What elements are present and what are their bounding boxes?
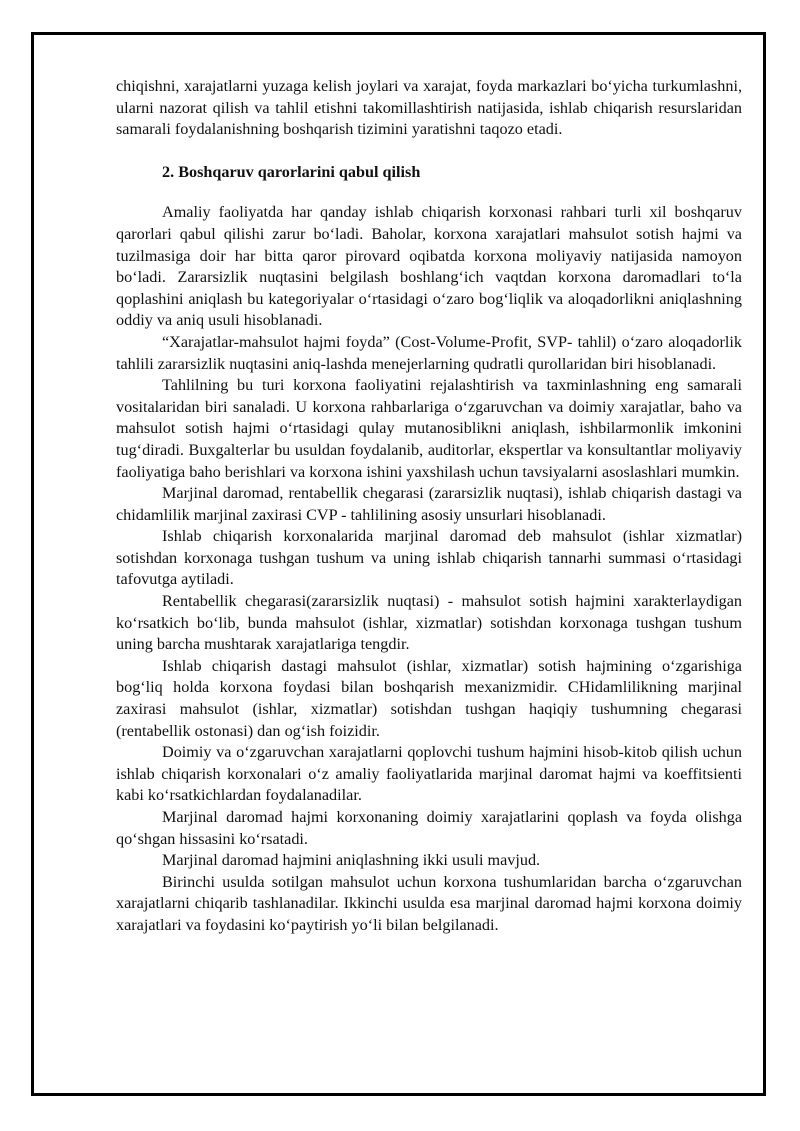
section-heading: 2. Boshqaruv qarorlarini qabul qilish: [162, 162, 421, 181]
paragraph-1: Amaliy faoliyatda har qanday ishlab chiqarish korxonasi rahbari turli xil boshqaruv qarorlari qabul qilishi zarur bo‘ladi. Baholar, korxona xarajatlari mahsulot sotish hajmi va tuzilmasiga doir har bitta qaror pirovard oqibatda korxona moliyaviy natijasida namoyon bo‘ladi. Zararsizlik nuqtasini belgilash boshlang‘ich vaqtdan korxona daromadlari to‘la qoplashini aniqlash bu kategoriyalar o‘rtasidagi o‘zaro bog‘liqlik va aloqadorlikni aniqlashning oddiy va aniq usuli hisoblanadi.: [116, 203, 742, 330]
paragraph-9: Marjinal daromad hajmi korxonaning doimiy xarajatlarini qoplash va foyda olishga qo‘shgan hissasini ko‘rsatadi.: [116, 808, 742, 848]
paragraph-11: Birinchi usulda sotilgan mahsulot uchun korxona tushumlaridan barcha o‘zgaruvchan xarajatlarni chiqarib tashlanadilar. Ikkinchi usulda esa marjinal daromad hajmi korxona doimiy xarajatlari va foydasini ko‘paytirish yo‘li bilan belgilanadi.: [116, 872, 742, 934]
paragraph-7: Ishlab chiqarish dastagi mahsulot (ishlar, xizmatlar) sotish hajmining o‘zgarishiga bog‘liq holda korxona foydasi bilan boshqarish mexanizmidir. CHidamlilikning marjinal zaxirasi mahsulot (ishlar, xizmatlar) sotishdan tushgan haqiqiy tushumning chegarasi (rentabellik ostonasi) dan og‘ish foizidir.: [116, 656, 742, 740]
paragraph-8: Doimiy va o‘zgaruvchan xarajatlarni qoplovchi tushum hajmini hisob-kitob qilish uchun ishlab chiqarish korxonalari o‘z amaliy faoliyatlarida marjinal daromat hajmi va koeffitsienti kabi ko‘rsatkichlardan foydalanadilar.: [116, 743, 742, 805]
paragraph-4: Marjinal daromad, rentabellik chegarasi (zararsizlik nuqtasi), ishlab chiqarish dastagi va chidamlilik marjinal zaxirasi CVP - tahlilining asosiy unsurlari hisoblanadi.: [116, 484, 742, 524]
paragraph-continuation: chiqishni, xarajatlarni yuzaga kelish joylari va xarajat, foyda markazlari bo‘yicha turkumlashni, ularni nazorat qilish va tahlil etishni takomillashtirish natijasida, ishlab chiqarish resurslaridan samarali foydalanishning boshqarish tizimini yaratishni taqozo etadi.: [116, 77, 742, 139]
paragraph-6: Rentabellik chegarasi(zararsizlik nuqtasi) - mahsulot sotish hajmini xarakterlaydigan ko‘rsatkich bo‘lib, bunda mahsulot (ishlar, xizmatlar) sotishdan korxonaga tushgan tushum uning barcha mushtarak xarajatlariga tengdir.: [116, 592, 742, 654]
paragraph-10: Marjinal daromad hajmini aniqlashning ikki usuli mavjud.: [162, 851, 541, 870]
paragraph-3: Tahlilning bu turi korxona faoliyatini rejalashtirish va taxminlashning eng samarali vositalaridan biri sanaladi. U korxona rahbarlariga o‘zgaruvchan va doimiy xarajatlar, baho va mahsulot sotish hajmi o‘rtasidagi qulay mutanosiblikni aniqlash, ishbilarmonlik imkonini tug‘diradi. Buxgalterlar bu usuldan foydalanib, auditorlar, ekspertlar va konsultantlar moliyaviy faoliyatiga baho berishlari va korxona ishini yaxshilash uchun tavsiyalarni asoslashlari mumkin.: [116, 376, 742, 481]
paragraph-2: “Xarajatlar-mahsulot hajmi foyda” (Cost-Volume-Profit, SVP- tahlil) o‘zaro aloqadorlik tahlili zararsizlik nuqtasini aniq-lashda menejerlarning qudratli qurollaridan biri hisoblanadi.: [116, 332, 742, 373]
document-body: [116, 76, 742, 937]
paragraph-5: Ishlab chiqarish korxonalarida marjinal daromad deb mahsulot (ishlar xizmatlar) sotishdan korxonaga tushgan tushum va uning ishlab chiqarish tannarhi summasi o‘rtasidagi tafovutga aytiladi.: [116, 527, 742, 589]
